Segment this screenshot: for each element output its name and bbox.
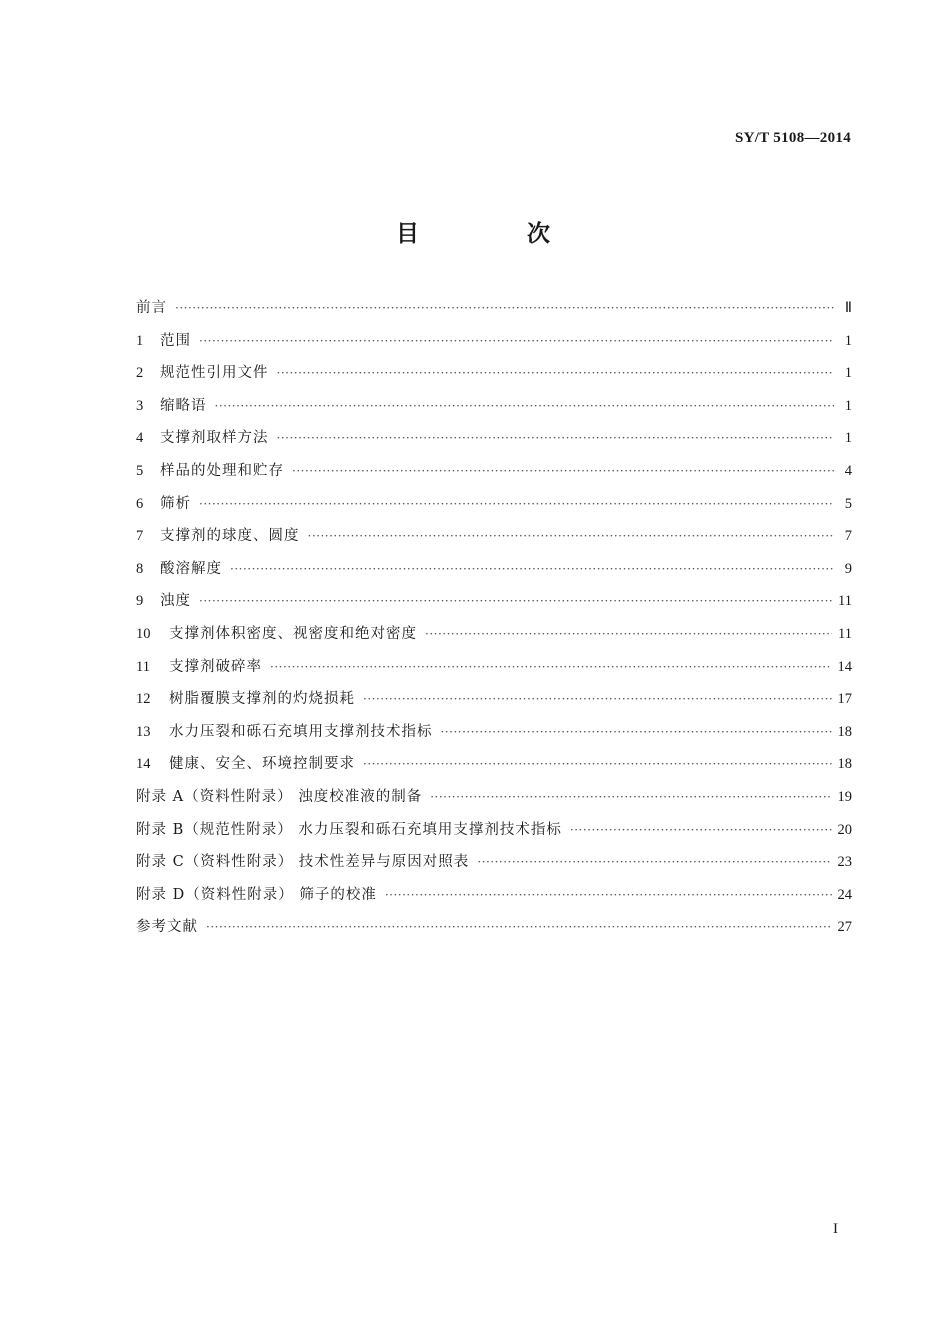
toc-entry[interactable] <box>136 394 852 427</box>
toc-entry-label: 支撑剂破碎率 <box>169 658 262 675</box>
toc-dot-leader <box>277 426 835 450</box>
toc-dot-leader <box>363 752 832 776</box>
toc-entry-number: 6 <box>136 495 144 512</box>
toc-dot-leader <box>277 361 835 385</box>
table-of-contents <box>136 296 852 948</box>
toc-entry-number: 1 <box>136 332 144 349</box>
toc-entry-number: 10 <box>136 625 151 642</box>
toc-dot-leader <box>292 459 834 483</box>
toc-entry-number: 7 <box>136 528 144 545</box>
toc-entry[interactable] <box>136 557 852 590</box>
toc-entry-label: 酸溶解度 <box>160 560 222 577</box>
toc-entry-label: 浊度 <box>160 593 191 610</box>
toc-entry-page: 20 <box>837 821 852 838</box>
toc-entry-page: 4 <box>844 462 852 479</box>
toc-dot-leader <box>175 296 834 320</box>
toc-entry-label: 样品的处理和贮存 <box>160 462 284 479</box>
toc-entry-label: 附录 B（规范性附录） 水力压裂和砾石充填用支撑剂技术指标 <box>136 821 562 838</box>
toc-entry-page: 1 <box>844 365 852 382</box>
toc-entry-page: 14 <box>837 658 852 675</box>
toc-dot-leader <box>363 687 832 711</box>
toc-entry-page: 7 <box>844 528 852 545</box>
toc-entry-number: 11 <box>136 658 150 675</box>
toc-entry-number: 3 <box>136 397 144 414</box>
toc-entry-page: 11 <box>838 625 852 642</box>
toc-entry[interactable] <box>136 687 852 720</box>
toc-dot-leader <box>215 394 835 418</box>
toc-entry-page: 18 <box>837 756 852 773</box>
toc-entry[interactable] <box>136 459 852 492</box>
toc-entry[interactable] <box>136 720 852 753</box>
toc-entry[interactable] <box>136 329 852 362</box>
toc-dot-leader <box>199 329 834 353</box>
toc-dot-leader <box>230 557 834 581</box>
toc-entry[interactable] <box>136 426 852 459</box>
toc-entry-page: 9 <box>844 560 852 577</box>
toc-entry-number: 4 <box>136 430 144 447</box>
toc-dot-leader <box>199 492 834 516</box>
toc-entry-page: 1 <box>844 430 852 447</box>
toc-dot-leader <box>425 622 832 646</box>
toc-entry-page: 27 <box>837 919 852 936</box>
toc-dot-leader <box>570 818 832 842</box>
toc-entry-page: 19 <box>837 788 852 805</box>
toc-entry-label: 筛析 <box>160 495 191 512</box>
toc-entry[interactable] <box>136 915 852 948</box>
toc-dot-leader <box>441 720 832 744</box>
toc-entry[interactable] <box>136 850 852 883</box>
toc-entry[interactable] <box>136 622 852 655</box>
toc-entry-label: 支撑剂取样方法 <box>160 430 269 447</box>
standard-code: SY/T 5108—2014 <box>734 130 851 146</box>
toc-entry-label: 树脂覆膜支撑剂的灼烧损耗 <box>169 691 355 708</box>
toc-dot-leader <box>308 524 835 548</box>
toc-entry-label: 健康、安全、环境控制要求 <box>169 756 355 773</box>
toc-entry-page: 17 <box>837 691 852 708</box>
toc-entry-label: 支撑剂体积密度、视密度和绝对密度 <box>169 625 417 642</box>
toc-entry-label: 附录 C（资料性附录） 技术性差异与原因对照表 <box>136 854 470 871</box>
toc-dot-leader <box>385 883 832 907</box>
toc-entry-number: 13 <box>136 723 151 740</box>
toc-entry[interactable] <box>136 752 852 785</box>
toc-dot-leader <box>430 785 831 809</box>
toc-entry-label: 范围 <box>160 332 191 349</box>
toc-entry[interactable] <box>136 589 852 622</box>
toc-dot-leader <box>206 915 832 939</box>
toc-entry[interactable] <box>136 818 852 851</box>
toc-entry-page: 23 <box>837 854 852 871</box>
toc-entry-label: 参考文献 <box>136 919 198 936</box>
toc-dot-leader <box>477 850 831 874</box>
toc-entry-number: 14 <box>136 756 151 773</box>
toc-entry-page: 18 <box>837 723 852 740</box>
toc-entry-label: 前言 <box>136 300 167 316</box>
toc-entry[interactable] <box>136 492 852 525</box>
toc-entry[interactable] <box>136 785 852 818</box>
toc-entry-label: 附录 D（资料性附录） 筛子的校准 <box>136 886 377 903</box>
toc-entry-label: 规范性引用文件 <box>160 365 269 382</box>
toc-entry-label: 附录 A（资料性附录） 浊度校准液的制备 <box>136 788 423 805</box>
toc-entry-page: 11 <box>838 593 852 610</box>
toc-entry-label: 水力压裂和砾石充填用支撑剂技术指标 <box>169 723 433 740</box>
toc-entry-number: 12 <box>136 691 151 708</box>
toc-entry[interactable] <box>136 524 852 557</box>
toc-title: 目 次 <box>395 221 600 247</box>
toc-entry-number: 9 <box>136 593 144 610</box>
toc-dot-leader <box>199 589 832 613</box>
toc-entry-number: 2 <box>136 365 144 382</box>
toc-entry-number: 8 <box>136 560 144 577</box>
page-number: I <box>833 1221 838 1237</box>
toc-entry-label: 支撑剂的球度、圆度 <box>160 528 300 545</box>
toc-entry-page: 1 <box>844 397 852 414</box>
toc-entry-page: 5 <box>844 495 852 512</box>
toc-entry-page: 24 <box>837 886 852 903</box>
toc-entry-number: 5 <box>136 462 144 479</box>
toc-entry-page: 1 <box>844 332 852 349</box>
toc-entry[interactable] <box>136 361 852 394</box>
toc-entry[interactable] <box>136 296 852 329</box>
toc-dot-leader <box>270 655 832 679</box>
toc-entry-page: Ⅱ <box>844 300 852 316</box>
toc-entry[interactable] <box>136 655 852 688</box>
toc-entry[interactable] <box>136 883 852 916</box>
toc-entry-label: 缩略语 <box>160 397 207 414</box>
